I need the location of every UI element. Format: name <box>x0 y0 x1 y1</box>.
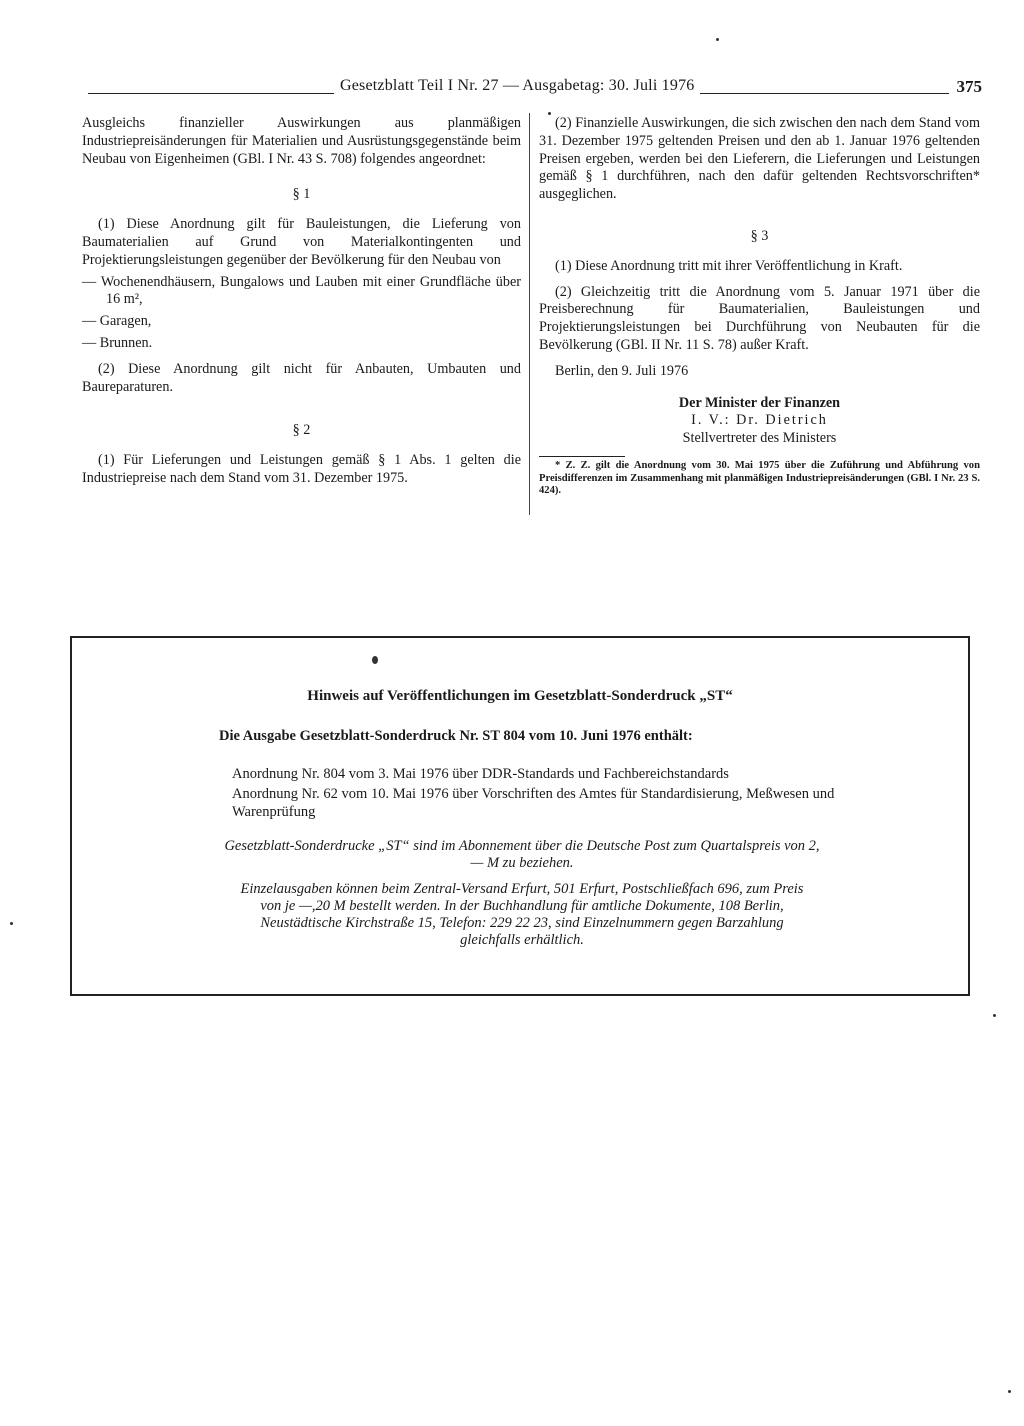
section-1-paragraph-2: (2) Diese Anordnung gilt nicht für Anbauten, Umbauten und Baureparaturen. <box>82 360 521 395</box>
section-1-paragraph-1: (1) Diese Anordnung gilt für Bauleistungen, die Lieferung von Baumaterialien auf Grund von Materialkontingenten und Projektierungsleistungen gegenüber der Bevölkerung für den Neubau von <box>82 216 521 268</box>
notice-item-2: Anordnung Nr. 62 vom 10. Mai 1976 über Vorschriften des Amtes für Standardisierung, Meßwesen und Warenprüfung <box>232 786 835 820</box>
list-item: — Garagen, <box>82 313 152 330</box>
place-and-date: Berlin, den 9. Juli 1976 <box>555 362 689 379</box>
list-item: — Brunnen. <box>82 334 153 351</box>
signer-name: I. V.: Dr. Dietrich <box>691 412 828 429</box>
signer-role: Stellvertreter des Ministers <box>682 430 837 447</box>
page-header <box>88 77 982 105</box>
notice-item-1: Anordnung Nr. 804 vom 3. Mai 1976 über DDR-Standards und Fachbereichstandards <box>232 766 729 782</box>
scan-speck <box>548 112 551 115</box>
footnote-rule <box>539 456 625 457</box>
scan-speck <box>993 1014 996 1017</box>
section-2-heading: § 2 <box>292 422 311 439</box>
notice-subtitle: Die Ausgabe Gesetzblatt-Sonderdruck Nr. ST 804 vom 10. Juni 1976 enthält: <box>219 728 693 744</box>
scan-speck <box>372 656 378 664</box>
column-divider <box>529 113 530 515</box>
section-1-heading: § 1 <box>292 186 311 203</box>
right-column <box>539 115 980 498</box>
left-column <box>82 115 521 488</box>
page-number: 375 <box>949 77 983 97</box>
section-2-paragraph-1: (1) Für Lieferungen und Leistungen gemäß § 1 Abs. 1 gelten die Industriepreise nach dem Stand vom 31. Dezember 1975. <box>82 452 521 486</box>
section-3-paragraph-1: (1) Diese Anordnung tritt mit ihrer Veröffentlichung in Kraft. <box>555 257 903 274</box>
notice-box <box>70 636 970 996</box>
intro-paragraph: Ausgleichs finanzieller Auswirkungen aus planmäßigen Industriepreisänderungen für Materialien und Ausrüstungsgegenstände beim Neubau von Eigenheimen (GBl. I Nr. 43 S. 708) folgendes angeordnet: <box>82 115 521 167</box>
section-3-paragraph-2: (2) Gleichzeitig tritt die Anordnung vom 5. Januar 1971 über die Preisberechnung für Baumaterialien, Bauleistungen und Projektierungsleistungen bei Durchführung von Neubauten für die Bevölkerung (GBl. II Nr. 11 S. 78) außer Kraft. <box>539 283 980 353</box>
notice-single-issues: Einzelausgaben können beim Zentral-Versand Erfurt, 501 Erfurt, Postschließfach 696, zum Preis von je —,20 M bestellt werden. In der Buchhandlung für amtliche Dokumente, 108 Berlin, Neustädtische Kirchstraße 15, Telefon: 229 22 23, sind Einzelnummern gegen Barzahlung gleichfalls erhältlich. <box>240 881 804 948</box>
notice-subscription: Gesetzblatt-Sonderdrucke „ST“ sind im Abonnement über die Deutsche Post zum Quartalspreis von 2,— M zu beziehen. <box>224 838 820 871</box>
scan-speck <box>10 922 13 925</box>
list-item: — Wochenendhäusern, Bungalows und Lauben mit einer Grundfläche über 16 m², <box>82 273 521 308</box>
scan-speck <box>1008 1390 1011 1393</box>
signer-title: Der Minister der Finanzen <box>678 394 841 411</box>
notice-title: Hinweis auf Veröffentlichungen im Gesetzblatt-Sonderdruck „ST“ <box>307 688 733 704</box>
section-3-heading: § 3 <box>750 227 769 244</box>
footnote: * Z. Z. gilt die Anordnung vom 30. Mai 1975 über die Zuführung und Abführung von Preisdifferenzen im Zusammenhang mit planmäßigen Industriepreisänderungen (GBl. I Nr. 23 S. 424). <box>539 459 980 497</box>
scan-speck <box>716 38 719 41</box>
section-2-paragraph-2: (2) Finanzielle Auswirkungen, die sich zwischen den nach dem Stand vom 31. Dezember 1975 geltenden Preisen und den ab 1. Januar 1976 geltenden Preisen ergeben, werden bei den Lieferern, die Lieferungen und Leistungen gemäß § 1 durchführen, nach den dafür geltenden Rechtsvorschriften* ausgeglichen. <box>539 115 980 203</box>
header-title: Gesetzblatt Teil I Nr. 27 — Ausgabetag: 30. Juli 1976 <box>334 77 700 95</box>
